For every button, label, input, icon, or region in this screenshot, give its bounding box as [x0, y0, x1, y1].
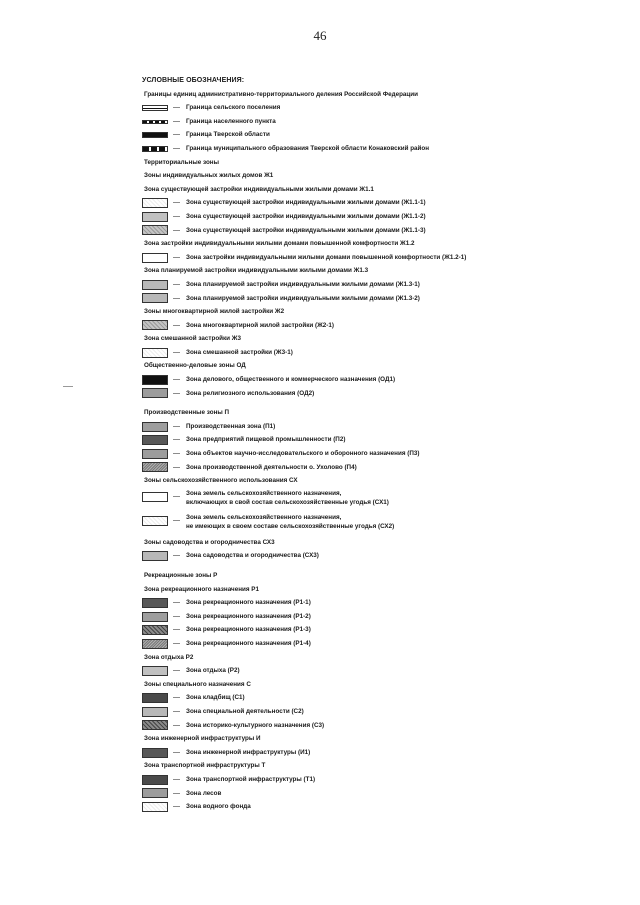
legend-item: — Зона существующей застройки индивидуальными жилыми домами (Ж1.1-2) [142, 210, 472, 224]
legend-item-boundary: — Граница населенного пункта [142, 115, 472, 129]
legend-item: — Зона рекреационного назначения (Р1-3) [142, 623, 472, 637]
zone-swatch [142, 612, 168, 622]
zone-swatch [142, 707, 168, 717]
boundary-line-sample [142, 120, 168, 124]
legend-item: — Зона земель сельскохозяйственного назначения, не имеющих в своем составе сельскохозяйственные угодья (СХ2) [142, 512, 472, 536]
zone-swatch [142, 625, 168, 635]
legend-item-boundary: — Граница муниципального образования Тверской области Конаковский район [142, 142, 472, 156]
zone-swatch [142, 293, 168, 303]
sx3-heading: Зоны садоводства и огородничества СХ3 [144, 538, 275, 546]
zone-swatch [142, 693, 168, 703]
zh13-heading: Зона планируемой застройки индивидуальными жилыми домами Ж1.3 [144, 267, 369, 275]
zone-swatch [142, 348, 168, 358]
zone-swatch [142, 748, 168, 758]
legend-title: УСЛОВНЫЕ ОБОЗНАЧЕНИЯ: [142, 77, 245, 84]
t-heading: Зона транспортной инфраструктуры Т [144, 762, 266, 770]
od-heading: Общественно-деловые зоны ОД [144, 362, 246, 370]
zh2-heading: Зоны многоквартирной жилой застройки Ж2 [144, 308, 285, 316]
zone-swatch [142, 375, 168, 385]
boundaries-heading: Границы единиц административно-территориального деления Российской Федерации [144, 90, 419, 98]
page-number: 46 [313, 28, 327, 43]
legend-item: — Зона инженерной инфраструктуры (И1) [142, 746, 472, 760]
legend-item: — Зона планируемой застройки индивидуальными жилыми домами (Ж1.3-2) [142, 292, 472, 306]
zone-swatch [142, 449, 168, 459]
legend-item: — Зона рекреационного назначения (Р1-1) [142, 596, 472, 610]
legend-item: — Зона застройки индивидуальными жилыми домами повышенной комфортности (Ж1.2-1) [142, 251, 472, 265]
r-heading: Рекреационные зоны Р [144, 572, 218, 579]
legend-item: — Зона существующей застройки индивидуальными жилыми домами (Ж1.1-3) [142, 224, 472, 238]
legend-item: — Зона планируемой застройки индивидуальными жилыми домами (Ж1.3-1) [142, 278, 472, 292]
legend-item: — Зона водного фонда [142, 800, 472, 814]
zone-swatch [142, 492, 168, 502]
zone-swatch [142, 598, 168, 608]
boundary-line-sample [142, 146, 168, 152]
zone-swatch [142, 516, 168, 526]
legend-item: — Зона садоводства и огородничества (СХ3) [142, 549, 472, 563]
boundary-line-sample [142, 132, 168, 138]
p-heading: Производственные зоны П [144, 409, 230, 417]
zone-swatch [142, 639, 168, 649]
zone-swatch [142, 320, 168, 330]
legend-item: — Зона историко-культурного назначения (С3) [142, 719, 472, 733]
legend-item: — Зона религиозного использования (ОД2) [142, 387, 472, 401]
legend-item-boundary: — Граница Тверской области [142, 128, 472, 142]
zone-swatch [142, 388, 168, 398]
zh11-heading: Зона существующей застройки индивидуальными жилыми домами Ж1.1 [144, 185, 374, 193]
r2-heading: Зона отдыха Р2 [144, 653, 194, 661]
legend-item: — Зона лесов [142, 787, 472, 801]
legend-item: — Зона специальной деятельности (С2) [142, 705, 472, 719]
zone-swatch [142, 198, 168, 208]
zh1-heading: Зоны индивидуальных жилых домов Ж1 [144, 172, 274, 180]
zone-swatch [142, 225, 168, 235]
c-heading: Зоны специального назначения С [144, 680, 251, 688]
zone-swatch [142, 253, 168, 263]
zone-swatch [142, 422, 168, 432]
territorial-zones-heading: Территориальные зоны [144, 158, 219, 166]
r1-heading: Зона рекреационного назначения Р1 [144, 585, 259, 593]
legend-item: — Зона многоквартирной жилой застройки (Ж2-1) [142, 319, 472, 333]
legend [142, 74, 472, 814]
legend-item: — Производственная зона (П1) [142, 420, 472, 434]
zone-swatch [142, 720, 168, 730]
zh12-heading: Зона застройки индивидуальными жилыми домами повышенной комфортности Ж1.2 [144, 240, 415, 248]
zone-swatch [142, 788, 168, 798]
legend-item: — Зона транспортной инфраструктуры (Т1) [142, 773, 472, 787]
legend-item-boundary: — Граница сельского поселения [142, 101, 472, 115]
legend-item: — Зона существующей застройки индивидуальными жилыми домами (Ж1.1-1) [142, 196, 472, 210]
boundary-line-sample [142, 105, 168, 111]
legend-item: — Зона объектов научно-исследовательского и оборонного назначения (П3) [142, 447, 472, 461]
legend-item: — Зона делового, общественного и коммерческого назначения (ОД1) [142, 373, 472, 387]
legend-item: — Зона смешанной застройки (Ж3-1) [142, 346, 472, 360]
legend-item: — Зона рекреационного назначения (Р1-2) [142, 610, 472, 624]
legend-item: — Зона земель сельскохозяйственного назначения, включающих в свой состав сельскохозяйственные угодья (СХ1) [142, 488, 472, 512]
zone-swatch [142, 775, 168, 785]
scan-mark [63, 386, 73, 387]
zone-swatch [142, 212, 168, 222]
i-heading: Зона инженерной инфраструктуры И [144, 735, 261, 743]
zh3-heading: Зона смешанной застройки Ж3 [144, 335, 241, 343]
zone-swatch [142, 280, 168, 290]
legend-item: — Зона отдыха (Р2) [142, 664, 472, 678]
zone-swatch [142, 802, 168, 812]
zone-swatch [142, 462, 168, 472]
legend-item: — Зона производственной деятельности о. Ухолово (П4) [142, 461, 472, 475]
zone-swatch [142, 666, 168, 676]
legend-item: — Зона предприятий пищевой промышленности (П2) [142, 433, 472, 447]
legend-item: — Зона рекреационного назначения (Р1-4) [142, 637, 472, 651]
legend-item: — Зона кладбищ (С1) [142, 691, 472, 705]
zone-swatch [142, 551, 168, 561]
zone-swatch [142, 435, 168, 445]
sx-heading: Зоны сельскохозяйственного использования СХ [144, 477, 298, 485]
